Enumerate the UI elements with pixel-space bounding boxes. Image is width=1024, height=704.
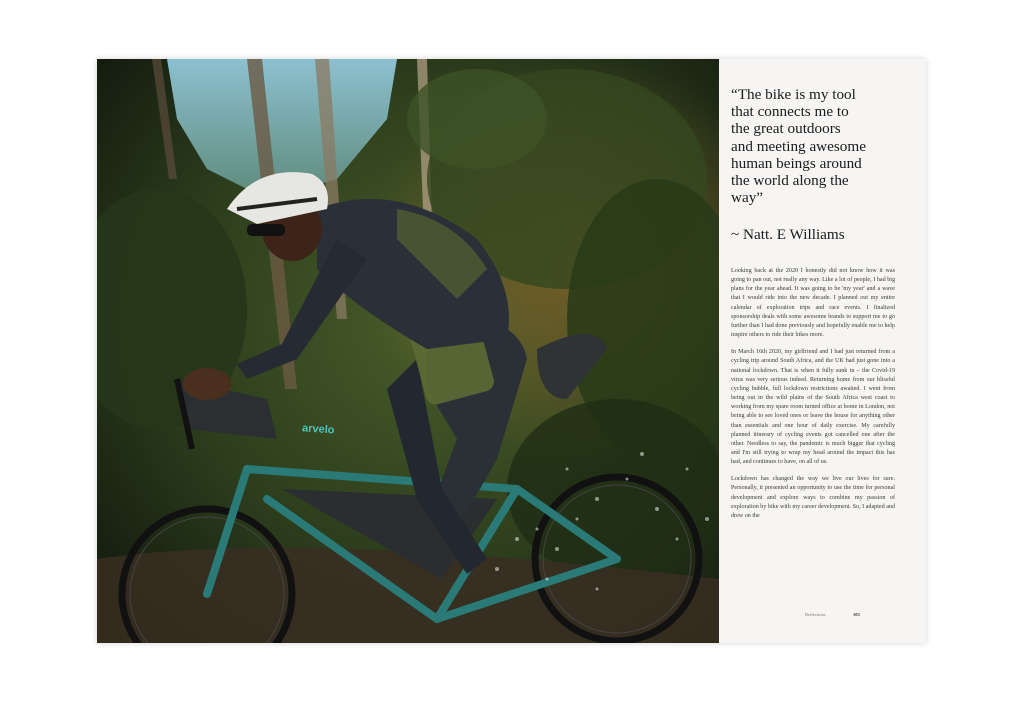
- quote-line: “The bike is my tool: [731, 86, 856, 103]
- pull-quote: [731, 86, 911, 206]
- article-paragraph: Lockdown has changed the way we live our lives for sure. Personally, it presented an opportunity to use the time for personal development and explore ways to combine my passion of exploration by bike with my career development. So, I adapted and drew on the: [731, 476, 895, 519]
- quote-line: the great outdoors: [731, 120, 841, 138]
- quote-line: way”: [731, 189, 764, 207]
- article-paragraph: Looking back at the 2020 I honestly did not know how it was going to pan out, not really any way. Like a lot of people, I had big plans for the year ahead. It was going to be 'my year' and a wave that I would ride into the new decade. I planned out my entire calendar of exploration trips and race events. I finalized sponsorship deals with some awesome brands to support me to go further than I had done previously and hopefully enable me to help inspire others to ride their bikes more.: [731, 268, 895, 339]
- quote-author: ~ Natt. E Williams: [731, 226, 845, 243]
- article-paragraph: In March 16th 2020, my girlfriend and I had just returned from a cycling trip around South Africa, and the UK had just gone into a national lockdown. That is when it fully sunk in – the Covid-19 virus was very serious indeed. Returning home from our blissful cycling bubble, full lockdown restrictions awaited. I went from being out in the wild plains of the South Africa west coast to working from my spare room turned office at home in London, not being able to see loved ones or leave the house for anything other than essentials and one hour of daily exercise. My carefully planned itinerary of cycling events got cancelled one after the other. Needless to say, the pandemic is much bigger that cycling and I'm still trying to wrap my head around the impact this has had, and continues to have, on all of us.: [731, 349, 895, 466]
- article-page: [719, 59, 926, 643]
- quote-line: and meeting awesome: [731, 137, 866, 155]
- cyclist-illustration: [97, 59, 719, 643]
- article-body: [731, 267, 895, 529]
- quote-line: the world along the: [731, 172, 849, 190]
- frame-logo: arvelo: [301, 422, 335, 437]
- magazine-spread: [97, 59, 926, 643]
- quote-line: human beings around: [731, 154, 862, 172]
- section-label: Reflections: [805, 612, 826, 617]
- page-number: 103: [853, 612, 860, 617]
- quote-line: that connects me to: [731, 103, 849, 121]
- cyclist-photo: [97, 59, 719, 643]
